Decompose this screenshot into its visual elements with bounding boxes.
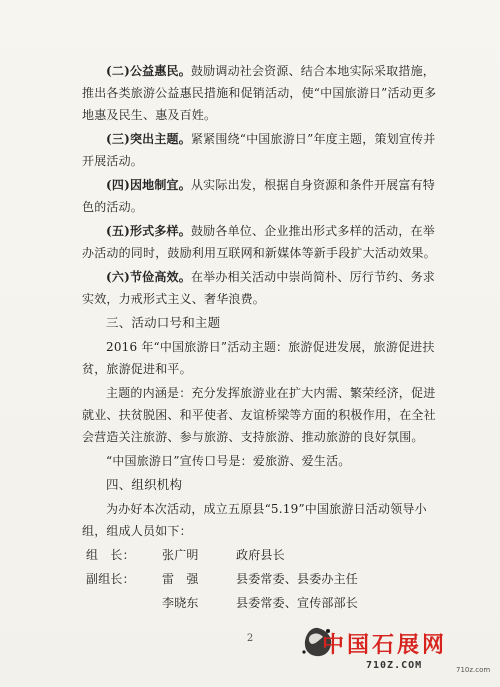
paragraph-lead: (四)因地制宜。 <box>106 178 191 192</box>
paragraph-text: 在举办相关活动中崇尚简朴、厉行节约、务求实效，力戒形式主义、奢华浪费。 <box>82 270 435 306</box>
paragraph-slogan: “中国旅游日”宣传口号是：爱旅游、爱生活。 <box>106 454 351 468</box>
paragraph-lead: (五)形式多样。 <box>106 224 191 238</box>
section-heading-slogan: 三、活动口号和主题 <box>106 315 221 330</box>
roster-row <box>82 568 442 592</box>
roster-title: 县委常委、县委办主任 <box>236 572 359 586</box>
paragraph-local-conditions <box>82 174 442 218</box>
paragraph-lead: (三)突出主题。 <box>106 132 191 146</box>
roster-name: 李晓东 <box>162 596 199 610</box>
roster-name: 张广明 <box>162 548 199 562</box>
member-roster <box>82 544 442 616</box>
page-number: 2 <box>246 633 254 644</box>
paragraph-diverse-forms <box>82 220 442 264</box>
paragraph-text: 鼓励各单位、企业推出形式多样的活动，在举办活动的同时，鼓励利用互联网和新媒体等新手段扩大活动效果。 <box>82 224 436 260</box>
section-heading-organization: 四、组织机构 <box>106 477 183 492</box>
paragraph-text: 鼓励调动社会资源、结合本地实际采取措施，推出各类旅游公益惠民措施和促销活动，使“中国旅游日”活动更多地惠及民生、惠及百姓。 <box>82 64 437 122</box>
paragraph-text: 从实际出发，根据自身资源和条件开展富有特色的活动。 <box>82 178 435 214</box>
paragraph-organization: 为办好本次活动，成立五原县“5.19”中国旅游日活动领导小组，组成人员如下： <box>82 502 427 538</box>
site-watermark <box>298 622 498 682</box>
roster-row <box>82 592 442 616</box>
document-body <box>82 60 442 616</box>
paragraph-theme-meaning: 主题的内涵是：充分发挥旅游业在扩大内需、繁荣经济，促进就业、扶贫脱困、和平使者、友谊桥梁等方面的积极作用，在全社会营造关注旅游、参与旅游、支持旅游、推动旅游的良好氛围。 <box>82 386 436 444</box>
paragraph-public-benefit <box>82 60 442 126</box>
paragraph-theme: 2016 年“中国旅游日”活动主题：旅游促进发展，旅游促进扶贫，旅游促进和平。 <box>82 340 435 376</box>
roster-row <box>82 544 442 568</box>
watermark-title: 中国石展网 <box>322 633 448 658</box>
paragraph-frugal-efficient <box>82 266 442 310</box>
paragraph-highlight-theme <box>82 128 442 172</box>
paragraph-lead: (二)公益惠民。 <box>106 64 191 78</box>
roster-role: 副组长： <box>86 572 135 586</box>
roster-title: 县委常委、宣传部部长 <box>236 596 359 610</box>
roster-role: 组 长： <box>86 548 135 562</box>
roster-name: 雷 强 <box>162 572 199 586</box>
paragraph-text: 紧紧围绕“中国旅游日”年度主题，策划宣传并开展活动。 <box>82 132 436 168</box>
watermark-domain: 710Z.COM <box>366 660 423 671</box>
paragraph-lead: (六)节俭高效。 <box>106 270 191 284</box>
watermark-domain-small: 710z.com <box>456 666 491 674</box>
roster-title: 政府县长 <box>236 548 285 562</box>
